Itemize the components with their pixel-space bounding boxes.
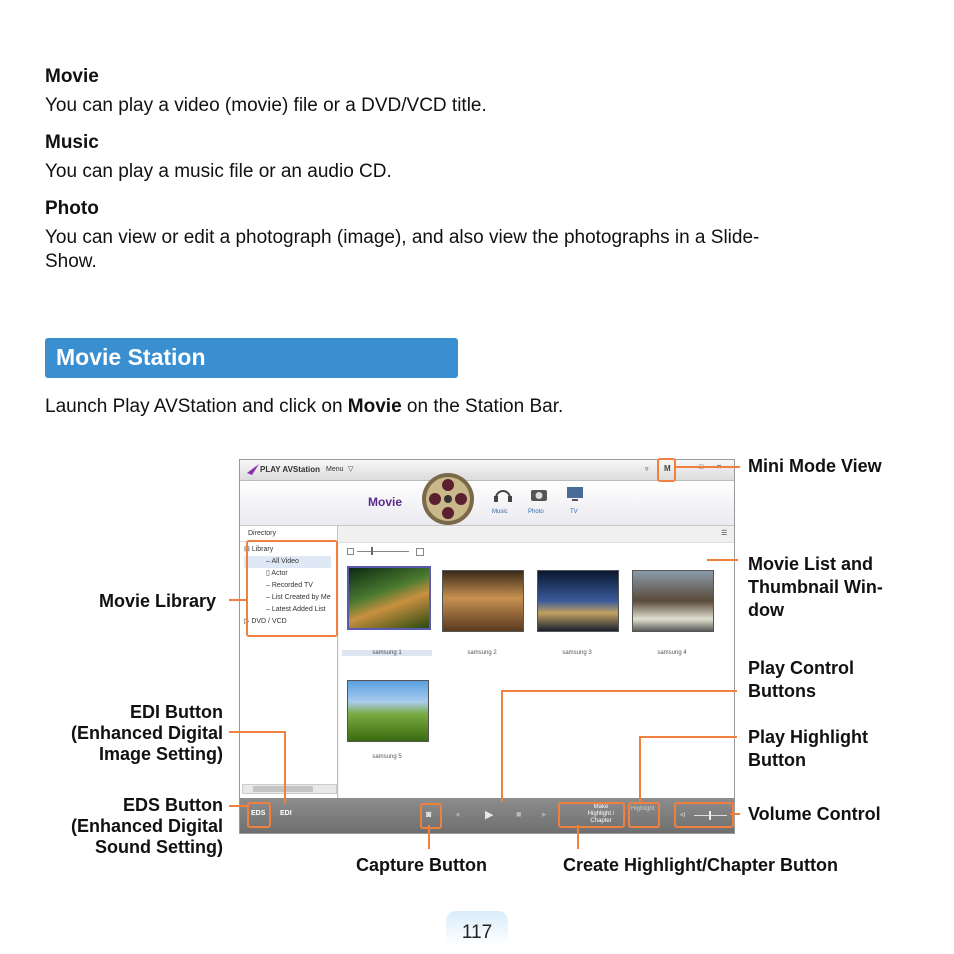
- eds-highlight: [247, 802, 271, 828]
- tree-item-actor[interactable]: ▯ Actor: [266, 570, 288, 577]
- callout-mini-mode: Mini Mode View: [748, 456, 882, 476]
- thumbnail-3[interactable]: [537, 570, 619, 632]
- station-photo-label[interactable]: Photo: [528, 509, 544, 515]
- zoom-large-icon[interactable]: [416, 548, 424, 556]
- capture-highlight: [420, 803, 442, 829]
- connector-play-highlight-v: [639, 736, 641, 803]
- thumbnail-5[interactable]: [347, 680, 429, 742]
- make-label: Make: [593, 804, 609, 810]
- menu-button[interactable]: Menu: [326, 466, 344, 473]
- connector-play-control-v: [501, 690, 503, 802]
- callout-line: dow: [748, 600, 784, 620]
- connector-movie-library: [229, 599, 247, 601]
- tree-label: Latest Added List: [271, 606, 326, 613]
- thumbnail-caption-3: samsung 3: [562, 650, 592, 656]
- zoom-slider[interactable]: [347, 548, 409, 554]
- callout-line: EDS Button: [123, 795, 223, 815]
- callout-line: (Enhanced Digital: [70, 816, 223, 836]
- callout-line: Button: [748, 750, 806, 770]
- thumbnail-2[interactable]: [442, 570, 524, 632]
- app-logo-icon: [247, 463, 259, 475]
- dropdown-icon[interactable]: ▿: [645, 466, 649, 473]
- connector-movie-list: [707, 559, 738, 561]
- connector-play-control-h: [501, 690, 737, 692]
- tree-label: Library: [251, 546, 274, 553]
- mini-mode-highlight: [657, 458, 676, 482]
- play-icon[interactable]: ▶: [485, 809, 494, 821]
- callout-volume: Volume Control: [748, 804, 881, 824]
- volume-highlight: [674, 802, 734, 828]
- app-title: PLAY AVStation: [260, 465, 321, 474]
- connector-create-highlight: [577, 825, 579, 849]
- photo-description-line1: You can view or edit a photograph (image), and also view the photographs in a Slide-: [45, 227, 760, 248]
- station-music-label[interactable]: Music: [492, 509, 508, 515]
- thumbnail-caption-1: samsung 1: [342, 650, 432, 656]
- callout-line: Movie List and: [748, 554, 874, 574]
- app-window: [239, 459, 735, 834]
- thumbnail-4[interactable]: [632, 570, 714, 632]
- movie-list-thumbnail-window: [339, 526, 734, 798]
- tree-label: Recorded TV: [271, 582, 313, 589]
- station-tv-label[interactable]: TV: [570, 509, 578, 515]
- music-heading: Music: [45, 132, 99, 153]
- page-number: 117: [461, 922, 493, 943]
- tree-item-latest-added[interactable]: – Latest Added List: [266, 606, 326, 613]
- music-headphones-icon[interactable]: [493, 485, 513, 503]
- connector-edi-v: [284, 731, 286, 804]
- callout-eds: [40, 795, 223, 858]
- photo-description-line2: Show.: [45, 251, 97, 272]
- callout-edi: [40, 702, 223, 765]
- connector-edi-h: [229, 731, 286, 733]
- tree-label: All Video: [271, 558, 299, 565]
- thumbnail-caption-5: samsung 5: [372, 754, 402, 760]
- callout-movie-library: Movie Library: [99, 591, 217, 611]
- play-highlight-box: [628, 802, 660, 828]
- list-toolbar: [339, 526, 734, 543]
- tree-item-library[interactable]: ⊟ Library: [244, 546, 274, 553]
- connector-play-highlight-h: [639, 736, 737, 738]
- tree-item-all-video[interactable]: – All Video: [244, 556, 331, 568]
- station-movie-label[interactable]: Movie: [368, 495, 403, 509]
- callout-create-highlight: Create Highlight/Chapter Button: [563, 855, 838, 875]
- connector-capture: [428, 825, 430, 849]
- thumbnail-caption-4: samsung 4: [657, 650, 687, 656]
- volume-speaker-icon[interactable]: ◃: [680, 809, 685, 819]
- tv-icon[interactable]: [566, 486, 584, 502]
- edi-button[interactable]: EDI: [280, 810, 292, 817]
- create-highlight-box: [558, 802, 625, 828]
- connector-mini-mode: [674, 466, 740, 468]
- callout-line: Buttons: [748, 681, 816, 701]
- photo-camera-icon[interactable]: [530, 486, 548, 502]
- mini-mode-button[interactable]: M: [664, 464, 671, 473]
- callout-play-control: [748, 657, 854, 703]
- tree-label: DVD / VCD: [251, 618, 287, 625]
- tree-label: Actor: [271, 570, 288, 577]
- tree-item-dvd-vcd[interactable]: ▷ DVD / VCD: [244, 618, 287, 625]
- callout-line: (Enhanced Digital: [70, 723, 223, 743]
- highlight-chapter-label: Highlight / Chapter: [587, 811, 615, 824]
- next-icon[interactable]: ▸: [542, 809, 547, 819]
- film-reel-icon[interactable]: [418, 469, 478, 529]
- previous-icon[interactable]: ◂: [455, 809, 460, 819]
- station-bar: [240, 481, 734, 526]
- list-view-icon[interactable]: ☰: [721, 530, 728, 537]
- eds-button[interactable]: EDS: [251, 810, 266, 817]
- thumbnail-caption-2: samsung 2: [467, 650, 497, 656]
- callout-line: EDI Button: [130, 702, 223, 722]
- directory-label: Directory: [248, 530, 277, 537]
- section-title: Movie Station: [56, 344, 206, 370]
- tree-label: List Created by Me: [271, 594, 331, 601]
- section-banner: [45, 338, 458, 378]
- movie-heading: Movie: [45, 66, 99, 87]
- launch-text-after: on the Station Bar.: [401, 396, 564, 417]
- play-highlight-button[interactable]: Highlight: [631, 806, 655, 812]
- movie-library-highlight: [246, 540, 338, 637]
- callout-line: Play Highlight: [748, 727, 869, 747]
- menu-chevron-icon: ▽: [348, 466, 354, 473]
- callout-line: Image Setting): [98, 744, 223, 764]
- horizontal-scrollbar[interactable]: [242, 784, 337, 794]
- launch-instruction: [45, 395, 563, 419]
- callout-movie-list: [748, 553, 883, 622]
- thumbnail-1[interactable]: [347, 566, 431, 630]
- connector-eds: [229, 805, 248, 807]
- stop-icon[interactable]: ■: [516, 809, 522, 819]
- callout-line: Thumbnail Win-: [748, 577, 883, 597]
- connector-volume: [730, 813, 740, 815]
- page-number-tab: [446, 911, 508, 945]
- launch-text-before: Launch Play AVStation and click on: [45, 396, 348, 417]
- callout-line: Sound Setting): [95, 837, 223, 857]
- callout-capture: Capture Button: [356, 855, 487, 875]
- launch-text-bold: Movie: [347, 396, 402, 417]
- tree-item-recorded-tv[interactable]: – Recorded TV: [266, 582, 313, 589]
- callout-line: Play Control: [748, 658, 855, 678]
- music-description: You can play a music file or an audio CD.: [45, 161, 392, 182]
- movie-description: You can play a video (movie) file or a DVD/VCD title.: [45, 95, 487, 116]
- photo-heading: Photo: [45, 198, 99, 219]
- capture-icon[interactable]: ◙: [426, 809, 432, 819]
- callout-play-highlight: [748, 726, 868, 772]
- tree-item-list-created[interactable]: – List Created by Me: [266, 594, 331, 601]
- scrollbar-thumb[interactable]: [253, 786, 313, 792]
